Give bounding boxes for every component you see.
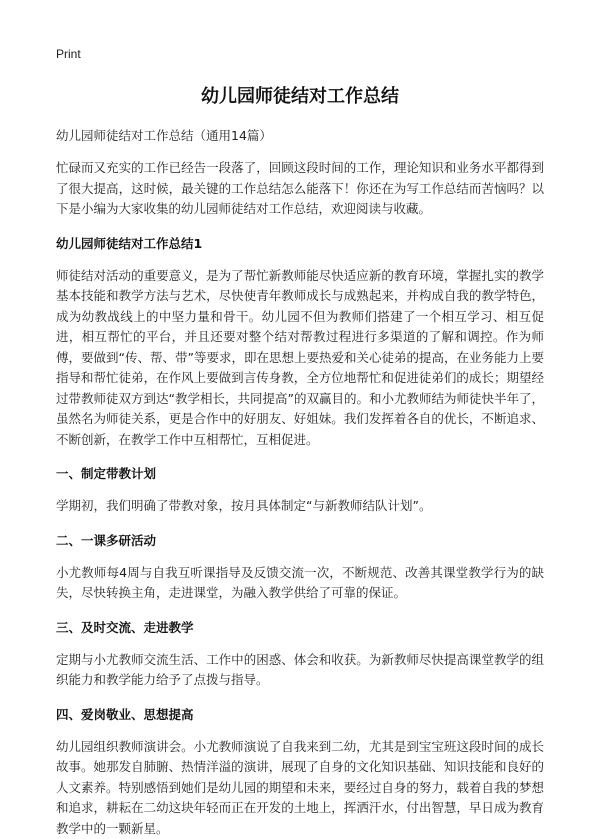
section-body-plan: 学期初，我们明确了带教对象，按月具体制定“与新教师结队计划”。 — [56, 496, 544, 517]
section-heading-lesson-study: 二、一课多研活动 — [56, 531, 544, 551]
document-subtitle: 幼儿园师徒结对工作总结（通用14篇） — [56, 126, 544, 146]
section-body-lesson-study: 小尤教师每4周与自我互听课指导及反馈交流一次，不断规范、改善其课堂教学行为的缺失，尽快转换主角，走进课堂，为融入教学供给了可靠的保证。 — [56, 563, 544, 604]
article-heading: 幼儿园师徒结对工作总结1 — [56, 234, 544, 254]
section-body-dedication: 幼儿园组织教师演讲会。小尤教师演说了自我来到二幼，尤其是到宝宝班这段时间的成长故事。她那发自肺腑、热情洋溢的演讲，展现了自身的文化知识基础、知识技能和良好的人文素养。特别感悟到她们是幼儿园的期望和未来，要经过自身的努力，载着自我的梦想和追求，耕耘在二幼这块年轻而正在开发的土地上，挥洒汗水，付出智慧，早日成为教育教学中的一颗新星。 — [56, 737, 544, 839]
section-heading-communication: 三、及时交流、走进教学 — [56, 618, 544, 638]
section-heading-plan: 一、制定带教计划 — [56, 464, 544, 484]
section-body-communication: 定期与小尤教师交流生活、工作中的困惑、体会和收获。为新教师尽快提高课堂教学的组织能力和教学能力给予了点拨与指导。 — [56, 650, 544, 691]
article-intro-paragraph: 师徒结对活动的重要意义，是为了帮忙新教师能尽快适应新的教育环境，掌握扎实的教学基本技能和教学方法与艺术，尽快使青年教师成长与成熟起来，并构成自我的教学特色，成为幼教战线上的中坚力量和骨干。幼儿园不但为教师们搭建了一个相互学习、相互促进，相互帮忙的平台，并且还要对整个结对帮教过程进行多渠道的了解和调控。作为师傅，要做到“传、帮、带”等要求，即在思想上要热爱和关心徒弟的提高，在业务能力上要指导和帮忙徒弟，在作风上要做到言传身教，全方位地帮忙和促进徒弟们的成长；期望经过带教师徒双方到达“教学相长，共同提高”的双赢目的。和小尤教师结为师徒快半年了，虽然名为师徒关系，更是合作中的好朋友、好姐妹。我们发挥着各自的优长，不断追求、不断创新，在教学工作中互相帮忙，互相促进。 — [56, 266, 544, 451]
page-title: 幼儿园师徒结对工作总结 — [56, 84, 544, 110]
print-link[interactable]: Print — [56, 44, 544, 64]
intro-paragraph: 忙碌而又充实的工作已经告一段落了，回顾这段时间的工作，理论知识和业务水平都得到了很大提高，这时候，最关键的工作总结怎么能落下！你还在为写工作总结而苦恼吗？以下是小编为大家收集的幼儿园师徒结对工作总结，欢迎阅读与收藏。 — [56, 158, 544, 220]
section-heading-dedication: 四、爱岗敬业、思想提高 — [56, 705, 544, 725]
